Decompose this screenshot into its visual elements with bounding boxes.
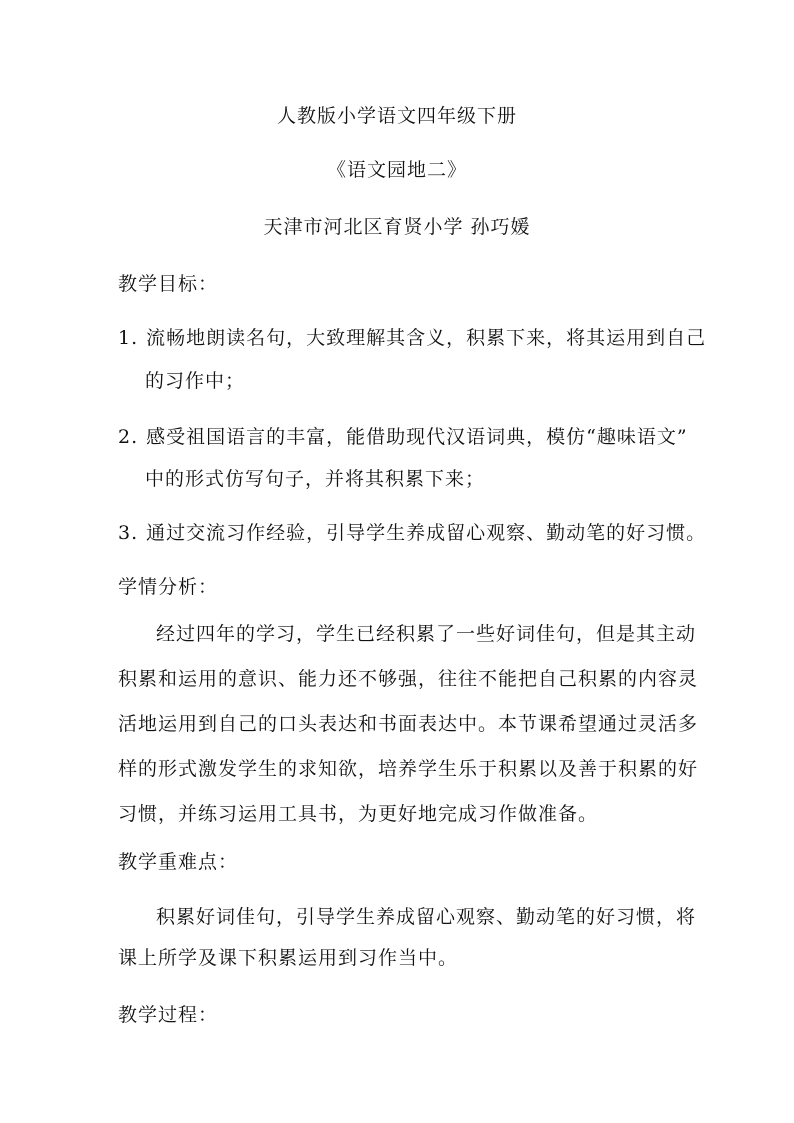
objective-2-number: 2.	[118, 426, 139, 448]
analysis-line: 积累和运用的意识、能力还不够强，往往不能把自己积累的内容灵	[118, 668, 699, 690]
process-heading: 教学过程：	[118, 1004, 219, 1026]
objectives-heading: 教学目标：	[118, 273, 219, 295]
objective-3-number: 3.	[118, 522, 139, 544]
objective-2-line-2: 中的形式仿写句子，并将其积累下来；	[145, 468, 486, 490]
key-points-heading: 教学重难点：	[118, 851, 239, 873]
lesson-title: 《语文园地二》	[326, 159, 467, 181]
analysis-line: 活地运用到自己的口头表达和书面表达中。本节课希望通过灵活多	[118, 713, 699, 735]
objective-2-line-1	[118, 425, 688, 449]
objective-1-number: 1.	[118, 327, 139, 349]
objective-1-text: 流畅地朗读名句，大致理解其含义，积累下来，将其运用到自己	[146, 327, 707, 349]
objective-2-text: 感受祖国语言的丰富，能借助现代汉语词典，模仿“趣味语文”	[146, 426, 688, 448]
key-points-line: 课上所学及课下积累运用到习作当中。	[118, 947, 459, 969]
analysis-line: 习惯，并练习运用工具书，为更好地完成习作做准备。	[118, 803, 599, 825]
key-points-line: 积累好词佳句，引导学生养成留心观察、勤动笔的好习惯，将	[156, 906, 697, 928]
objective-1-line-1	[118, 326, 706, 350]
analysis-line: 经过四年的学习，学生已经积累了一些好词佳句，但是其主动	[156, 623, 697, 645]
objective-1-line-2: 的习作中；	[145, 370, 246, 392]
objective-3-line-1	[118, 521, 706, 545]
author-line: 天津市河北区育贤小学 孙巧媛	[263, 216, 531, 238]
analysis-line: 样的形式激发学生的求知欲，培养学生乐于积累以及善于积累的好	[118, 758, 699, 780]
analysis-heading: 学情分析：	[118, 576, 219, 598]
grade-line: 人教版小学语文四年级下册	[276, 105, 517, 127]
objective-3-text: 通过交流习作经验，引导学生养成留心观察、勤动笔的好习惯。	[146, 522, 707, 544]
